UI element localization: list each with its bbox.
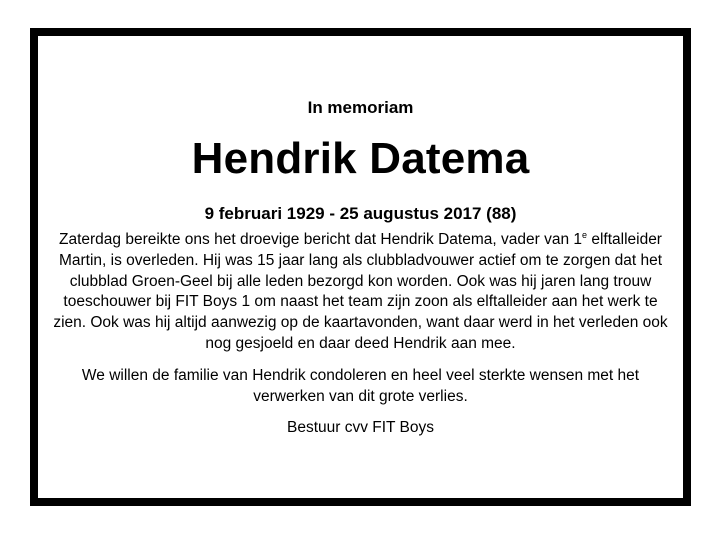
memorial-card xyxy=(30,28,691,506)
memorial-paragraph-1 xyxy=(52,230,669,355)
memorial-paragraph-2: We willen de familie van Hendrik condoleren en heel veel sterkte wensen met het verwerken van dit grote verlies. xyxy=(81,366,640,405)
memorial-body xyxy=(52,230,669,439)
life-dates: 9 februari 1929 - 25 augustus 2017 (88) xyxy=(204,204,517,223)
ordinal-superscript: e xyxy=(582,230,588,240)
memoriam-heading: In memoriam xyxy=(307,98,414,117)
paragraph-1-start: Zaterdag bereikte ons het droevige bericht dat Hendrik Datema, vader van 1 xyxy=(59,231,582,248)
signature: Bestuur cvv FIT Boys xyxy=(286,419,434,437)
paragraph-1-end: elftalleider Martin, is overleden. Hij was 15 jaar lang als clubbladvouwer actief om te zorgen dat het clubblad Groen-Geel bij alle leden bezorgd kon worden. Ook was hij jaren lang trouw toeschouwer bij FIT Boys 1 om naast het team zijn zoon als elftalleider aan het werk te zien. Ook was hij altijd aanwezig op de kaartavonden, want daar werd in het verleden ook nog gesjoeld en daar deed Hendrik aan mee. xyxy=(53,231,668,352)
deceased-name: Hendrik Datema xyxy=(191,134,530,183)
